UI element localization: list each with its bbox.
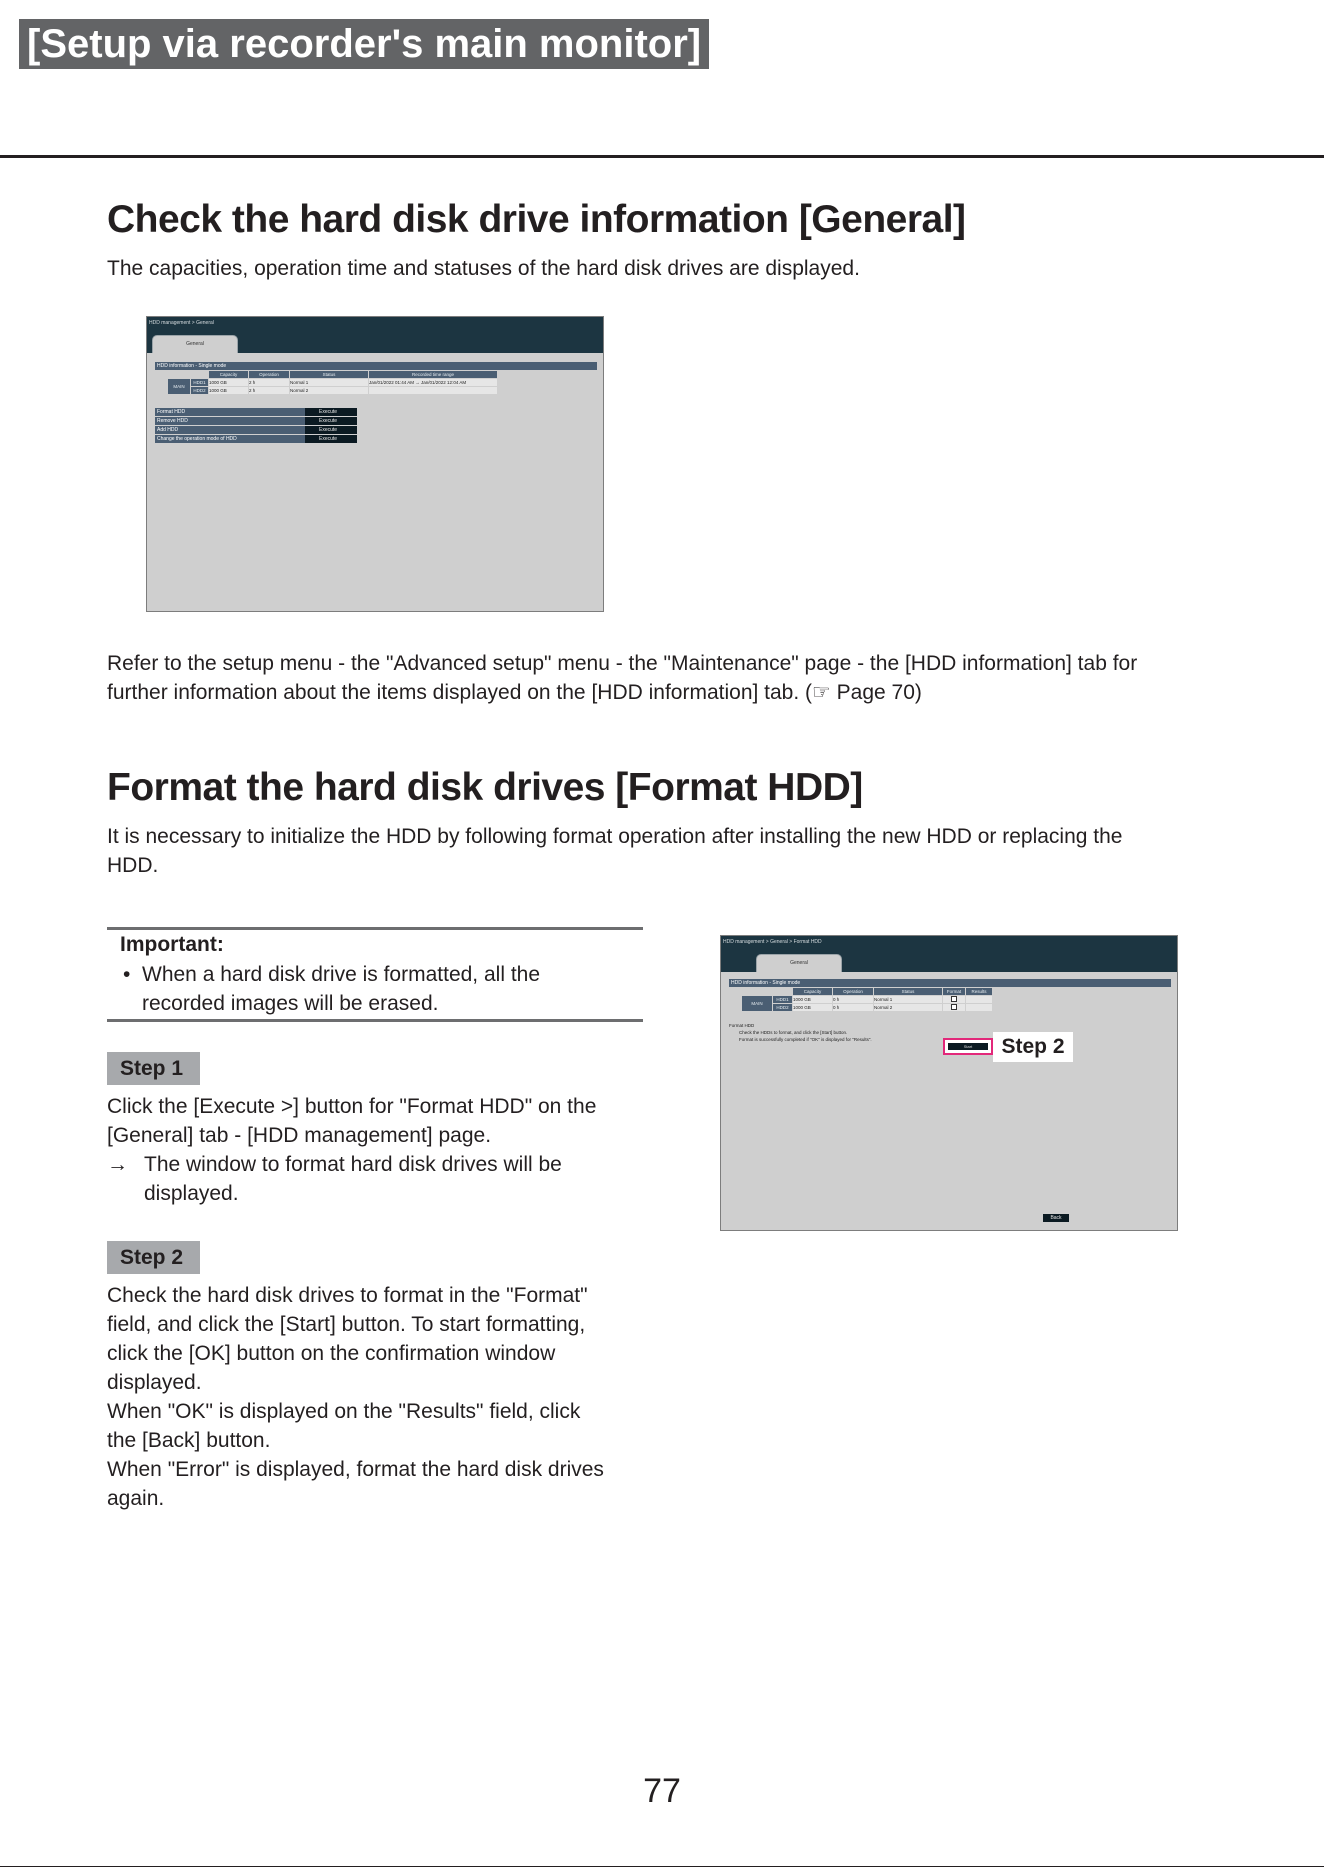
step-2-text [107, 1281, 647, 1513]
format-instruction-1: Check the HDDs to format, and click the [Start] button. [739, 1030, 848, 1035]
step-2-badge: Step 2 [107, 1241, 200, 1274]
footer-divider [0, 1866, 1324, 1867]
format-checkbox-cell [943, 1004, 965, 1011]
important-line-1: When a hard disk drive is formatted, all the [142, 963, 541, 986]
screen-breadcrumb: HDD management > General [149, 320, 214, 326]
bullet-icon: • [123, 963, 131, 986]
screen-breadcrumb: HDD management > General > Format HDD [723, 939, 822, 945]
col-header: Operation [249, 371, 289, 378]
section-intro-format-1: It is necessary to initialize the HDD by following format operation after installing the new HDD or replacing the [107, 825, 1123, 848]
section-heading-general: Check the hard disk drive information [General] [107, 198, 966, 241]
row-status: Normal 1 [874, 996, 942, 1003]
section-intro-general: The capacities, operation time and statuses of the hard disk drives are displayed. [107, 257, 860, 280]
col-header: Status [290, 371, 368, 378]
screen-info-bar: HDD information - Single mode [729, 979, 1171, 987]
action-add-label: Add HDD [155, 426, 305, 434]
header-divider [0, 155, 1324, 158]
action-format-label: Format HDD [155, 408, 305, 416]
row-status: Normal 1 [290, 379, 368, 386]
important-bottom-rule [107, 1019, 643, 1022]
execute-button[interactable]: Execute [305, 435, 357, 443]
row-capacity: 1000 GB [793, 996, 832, 1003]
section-heading-format: Format the hard disk drives [Format HDD] [107, 766, 863, 809]
format-checkbox-cell [943, 996, 965, 1003]
row-capacity: 1000 GB [209, 379, 248, 386]
row-result [966, 1004, 992, 1011]
section-intro-format-2: HDD. [107, 854, 159, 877]
row-name: HDD2 [191, 387, 208, 394]
step-1-line-2: [General] tab - [HDD management] page. [107, 1124, 492, 1147]
row-status: Normal 2 [290, 387, 368, 394]
screenshot-format-hdd [720, 935, 1178, 1231]
step-1-badge: Step 1 [107, 1052, 200, 1085]
col-header: Format [943, 988, 965, 995]
format-instruction-2: Format is successfully completed if "OK" is displayed for "Results". [739, 1037, 872, 1042]
col-header: Operation [833, 988, 873, 995]
row-capacity: 1000 GB [793, 1004, 832, 1011]
row-operation: 2 h [249, 387, 289, 394]
step-2-line: the [Back] button. [107, 1429, 271, 1452]
col-header: Capacity [209, 371, 248, 378]
important-text [123, 960, 633, 1018]
start-button[interactable]: Start [948, 1043, 988, 1050]
col-header: Status [874, 988, 942, 995]
row-range [369, 387, 497, 394]
arrow-icon: → [107, 1153, 128, 1176]
row-operation: 0 h [833, 1004, 873, 1011]
step-2-line: displayed. [107, 1371, 202, 1394]
execute-button[interactable]: Execute [305, 417, 357, 425]
step-2-line: Check the hard disk drives to format in the "Format" [107, 1284, 588, 1307]
step-2-callout: Step 2 [993, 1032, 1073, 1062]
refer-text-line-1: Refer to the setup menu - the "Advanced setup" menu - the "Maintenance" page - the [HDD information] tab for [107, 652, 1138, 675]
screen-tab-general: General [756, 954, 842, 972]
refer-text-line-2: further information about the items displayed on the [HDD information] tab. (☞ Page 70) [107, 681, 922, 704]
important-top-rule [107, 927, 643, 930]
page-header-title: [Setup via recorder's main monitor] [19, 19, 709, 69]
group-label: MAIN [168, 379, 190, 394]
step-1-result [107, 1150, 647, 1208]
step-1-result-line-1: The window to format hard disk drives will be [144, 1153, 562, 1176]
screen-info-bar: HDD information - Single mode [155, 362, 597, 370]
step-2-line: When "OK" is displayed on the "Results" field, click [107, 1400, 581, 1423]
step-2-line: click the [OK] button on the confirmation window [107, 1342, 556, 1365]
screenshot-hdd-general [146, 316, 604, 612]
step-1-line-1: Click the [Execute >] button for "Format HDD" on the [107, 1095, 597, 1118]
screen-tab-general: General [152, 335, 238, 353]
important-line-2: recorded images will be erased. [142, 992, 439, 1015]
row-name: HDD1 [773, 996, 792, 1003]
step-2-line: field, and click the [Start] button. To start formatting, [107, 1313, 586, 1336]
row-result [966, 996, 992, 1003]
row-name: HDD2 [773, 1004, 792, 1011]
important-title: Important: [120, 933, 224, 956]
start-button-highlight [943, 1038, 993, 1055]
format-checkbox[interactable] [951, 1004, 957, 1010]
action-mode-label: Change the operation mode of HDD [155, 435, 305, 443]
group-label: MAIN [742, 996, 772, 1011]
col-header: Recorded time range [369, 371, 497, 378]
row-capacity: 1000 GB [209, 387, 248, 394]
step-2-line: again. [107, 1487, 165, 1510]
row-range: Jan/01/2022 01:44 AM → Jan/01/2022 12:04 AM [369, 379, 497, 386]
action-remove-label: Remove HDD [155, 417, 305, 425]
step-1-result-line-2: displayed. [144, 1182, 239, 1205]
format-checkbox[interactable] [951, 996, 957, 1002]
step-2-line: When "Error" is displayed, format the hard disk drives [107, 1458, 604, 1481]
back-button[interactable]: Back [1043, 1214, 1069, 1222]
execute-button[interactable]: Execute [305, 426, 357, 434]
row-name: HDD1 [191, 379, 208, 386]
row-status: Normal 2 [874, 1004, 942, 1011]
format-section-title: Format HDD [729, 1023, 755, 1028]
page-number: 77 [643, 1772, 681, 1810]
execute-button[interactable]: Execute [305, 408, 357, 416]
row-operation: 0 h [833, 996, 873, 1003]
col-header: Capacity [793, 988, 832, 995]
step-1-text [107, 1092, 647, 1208]
col-header: Results [966, 988, 992, 995]
row-operation: 2 h [249, 379, 289, 386]
